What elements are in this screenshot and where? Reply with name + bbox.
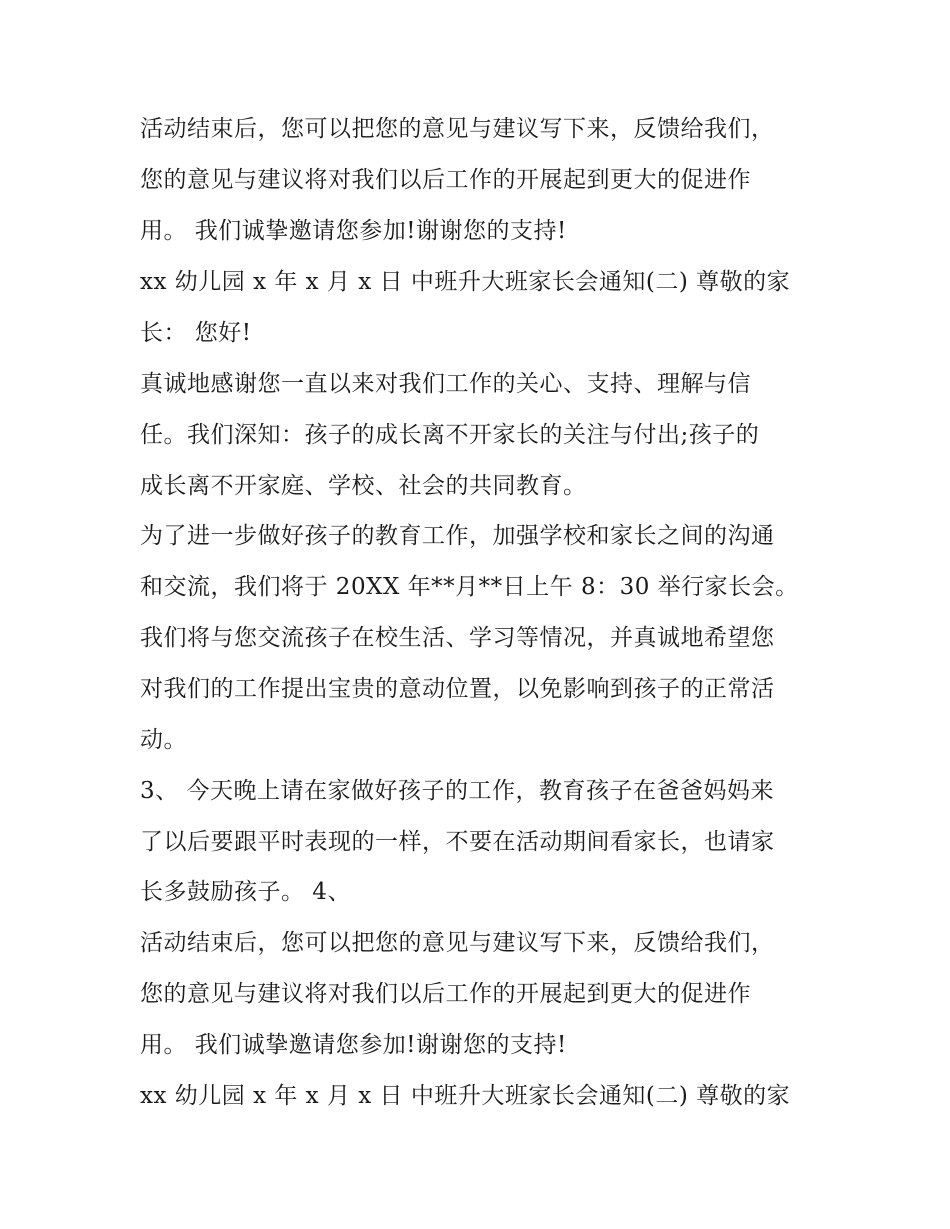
text-line: 用。 我们诚挚邀请您参加!谢谢您的支持! <box>140 1032 567 1058</box>
text-line: 对我们的工作提出宝贵的意动位置，以免影响到孩子的正常活 <box>140 676 775 702</box>
text-line: 为了进一步做好孩子的教育工作，加强学校和家长之间的沟通 <box>140 523 775 549</box>
text-line: 动。 <box>140 727 187 753</box>
text-line: 您的意见与建议将对我们以后工作的开展起到更大的促进作 <box>140 981 751 1007</box>
text-line: xx 幼儿园 x 年 x 月 x 日 中班升大班家长会通知(二) 尊敬的家 <box>140 1083 791 1109</box>
text-line: 了以后要跟平时表现的一样，不要在活动期间看家长，也请家 <box>140 829 775 855</box>
text-line: 活动结束后，您可以把您的意见与建议写下来，反馈给我们， <box>140 930 775 956</box>
text-line: 成长离不开家庭、学校、社会的共同教育。 <box>140 473 587 499</box>
text-line: 活动结束后，您可以把您的意见与建议写下来，反馈给我们， <box>140 116 775 142</box>
text-line: 我们将与您交流孩子在校生活、学习等情况，并真诚地希望您 <box>140 625 775 651</box>
text-line: 长： 您好! <box>140 320 252 346</box>
text-line: xx 幼儿园 x 年 x 月 x 日 中班升大班家长会通知(二) 尊敬的家 <box>140 269 791 295</box>
text-line: 您的意见与建议将对我们以后工作的开展起到更大的促进作 <box>140 167 751 193</box>
text-line: 3、 今天晚上请在家做好孩子的工作，教育孩子在爸爸妈妈来 <box>140 778 774 804</box>
text-line: 真诚地感谢您一直以来对我们工作的关心、支持、理解与信 <box>140 371 751 397</box>
text-line: 和交流，我们将于 20XX 年**月**日上午 8：30 举行家长会。 <box>140 574 799 600</box>
text-line: 长多鼓励孩子。 4、 <box>140 879 351 905</box>
text-line: 用。 我们诚挚邀请您参加!谢谢您的支持! <box>140 218 567 244</box>
text-line: 任。我们深知：孩子的成长离不开家长的关注与付出;孩子的 <box>140 422 760 448</box>
